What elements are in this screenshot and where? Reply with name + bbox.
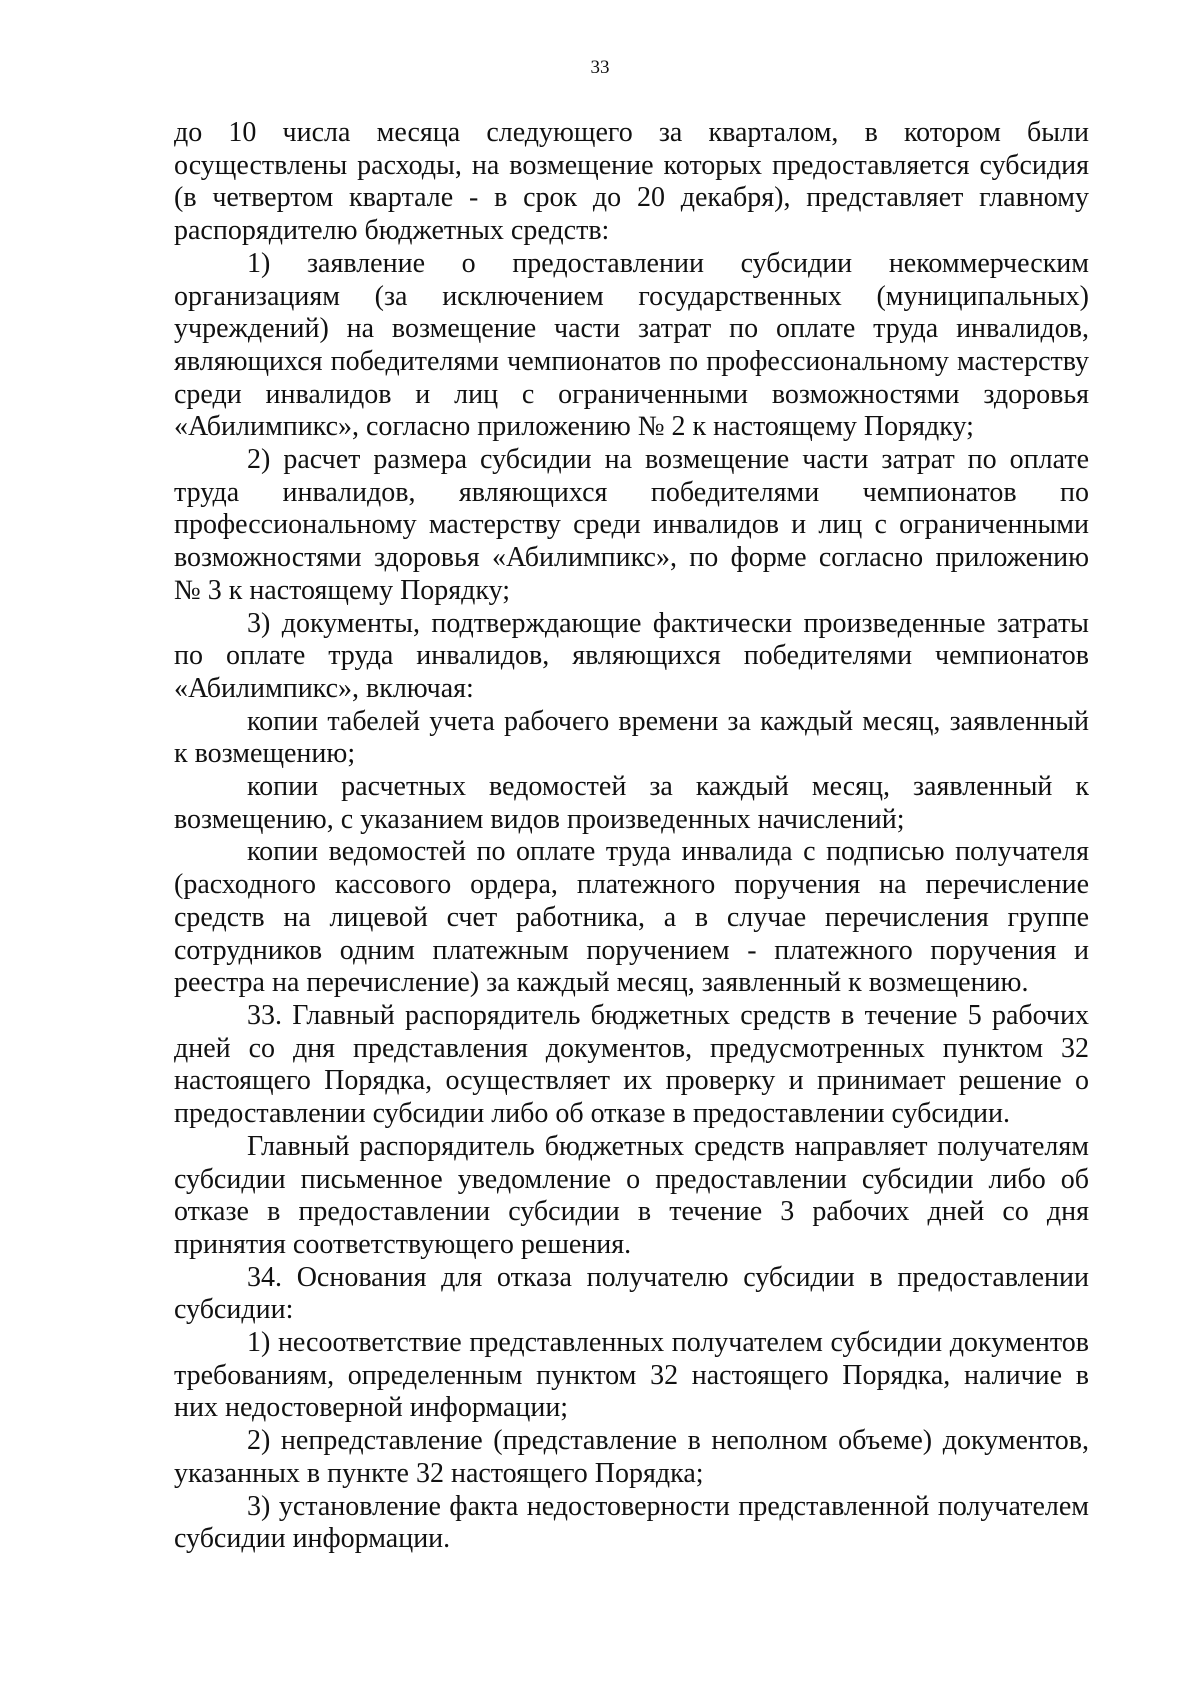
- paragraph: 3) документы, подтверждающие фактически произведенные затраты по оплате труда инвалидов, являющихся победителями чемпионатов «Абилимпикс», включая:: [174, 607, 1089, 704]
- paragraph: 2) расчет размера субсидии на возмещение части затрат по оплате труда инвалидов, являющихся победителями чемпионатов по профессиональному мастерству среди инвалидов и лиц с ограниченными возможностями здоровья «Абилимпикс», по форме согласно приложению № 3 к настоящему Порядку;: [174, 444, 1089, 606]
- paragraph: 2) непредставление (представление в неполном объеме) документов, указанных в пункте 32 настоящего Порядка;: [174, 1425, 1089, 1489]
- paragraph: Главный распорядитель бюджетных средств направляет получателям субсидии письменное уведомление о предоставлении субсидии либо об отказе в предоставлении субсидии в течение 3 рабочих дней со дня принятия соответствующего решения.: [174, 1130, 1089, 1260]
- paragraph: копии расчетных ведомостей за каждый месяц, заявленный к возмещению, с указанием видов произведенных начислений;: [174, 771, 1089, 835]
- paragraph: 33. Главный распорядитель бюджетных средств в течение 5 рабочих дней со дня представления документов, предусмотренных пунктом 32 настоящего Порядка, осуществляет их проверку и принимает решение о предоставлении субсидии либо об отказе в предоставлении субсидии.: [174, 999, 1089, 1130]
- paragraph: 1) заявление о предоставлении субсидии некоммерческим организациям (за исключением государственных (муниципальных) учреждений) на возмещение части затрат по оплате труда инвалидов, являющихся победителями чемпионатов по профессиональному мастерству среди инвалидов и лиц с ограниченными возможностями здоровья «Абилимпикс», согласно приложению № 2 к настоящему Порядку;: [174, 247, 1089, 443]
- page-number: 33: [590, 57, 610, 78]
- paragraph: 34. Основания для отказа получателю субсидии в предоставлении субсидии:: [174, 1261, 1089, 1326]
- paragraph: 3) установление факта недостоверности представленной получателем субсидии информации.: [174, 1490, 1089, 1555]
- document-body: [174, 117, 1089, 1556]
- paragraph: до 10 числа месяца следующего за кварталом, в котором были осуществлены расходы, на возмещение которых предоставляется субсидия (в четвертом квартале - в срок до 20 декабря), представляет главному распорядителю бюджетных средств:: [174, 117, 1089, 247]
- paragraph: копии ведомостей по оплате труда инвалида с подписью получателя (расходного кассового ордера, платежного поручения на перечисление средств на лицевой счет работника, а в случае перечисления группе сотрудников одним платежным поручением - платежного поручения и реестра на перечисление) за каждый месяц, заявленный к возмещению.: [174, 836, 1089, 999]
- paragraph: копии табелей учета рабочего времени за каждый месяц, заявленный к возмещению;: [174, 705, 1089, 770]
- paragraph: 1) несоответствие представленных получателем субсидии документов требованиям, определенным пунктом 32 настоящего Порядка, наличие в них недостоверной информации;: [174, 1327, 1089, 1424]
